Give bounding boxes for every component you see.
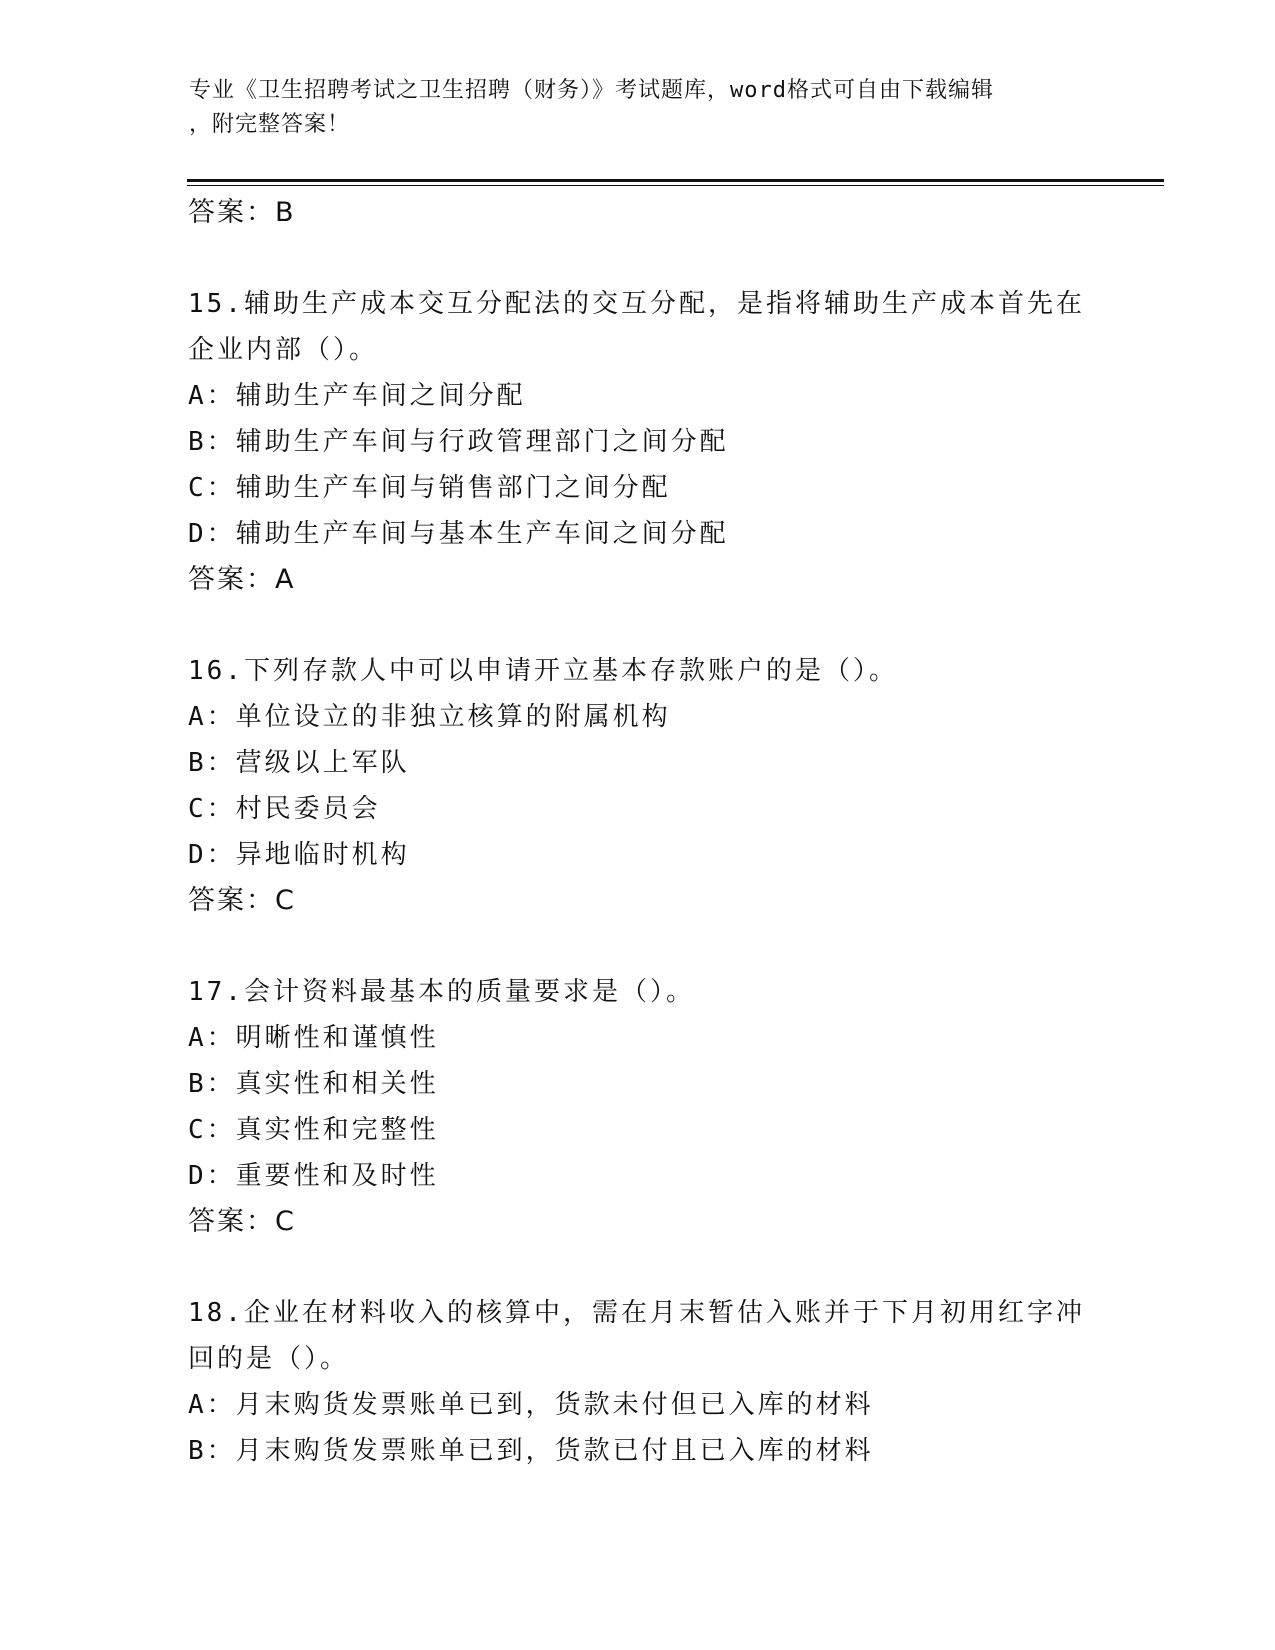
question-17 (188, 969, 1148, 1245)
header-line-2: ，附完整答案！ (189, 112, 351, 137)
option-d: D：重要性和及时性 (188, 1161, 439, 1191)
option-b: B：月末购货发票账单已到，货款已付且已入库的材料 (188, 1436, 874, 1466)
question-16 (188, 648, 1148, 924)
question-list (188, 190, 1148, 1474)
question-stem-continued: 回的是（）。 (188, 1344, 350, 1374)
option-d: D：异地临时机构 (188, 840, 410, 870)
option-a: A：明晰性和谨慎性 (188, 1023, 439, 1053)
question-stem-continued: 企业内部（）。 (188, 335, 379, 365)
question-stem: 18.企业在材料收入的核算中，需在月末暂估入账并于下月初用红字冲 (188, 1298, 1085, 1328)
question-15 (188, 281, 1148, 603)
question-stem: 15.辅助生产成本交互分配法的交互分配，是指将辅助生产成本首先在 (188, 289, 1085, 319)
answer: 答案：C (188, 1206, 296, 1237)
header-divider-thick (187, 179, 1164, 182)
question-stem: 17.会计资料最基本的质量要求是（）。 (188, 977, 695, 1007)
option-d: D：辅助生产车间与基本生产车间之间分配 (188, 519, 729, 549)
option-a: A：辅助生产车间之间分配 (188, 381, 526, 411)
header-line-1: 专业《卫生招聘考试之卫生招聘（财务）》考试题库，word格式可自由下载编辑 (189, 78, 994, 103)
option-a: A：月末购货发票账单已到，货款未付但已入库的材料 (188, 1390, 874, 1420)
question-18 (188, 1290, 1148, 1474)
option-b: B：营级以上军队 (188, 748, 410, 778)
answer: 答案：A (188, 564, 296, 595)
header-divider-thin (187, 185, 1164, 186)
option-b: B：真实性和相关性 (188, 1069, 439, 1099)
option-c: C：真实性和完整性 (188, 1115, 439, 1145)
document-header (189, 74, 1089, 142)
question-stem: 16.下列存款人中可以申请开立基本存款账户的是（）。 (188, 656, 898, 686)
option-a: A：单位设立的非独立核算的附属机构 (188, 702, 671, 732)
option-c: C：辅助生产车间与销售部门之间分配 (188, 473, 671, 503)
previous-answer: 答案：B (188, 197, 296, 228)
answer: 答案：C (188, 885, 296, 916)
option-b: B：辅助生产车间与行政管理部门之间分配 (188, 427, 729, 457)
option-c: C：村民委员会 (188, 794, 381, 824)
